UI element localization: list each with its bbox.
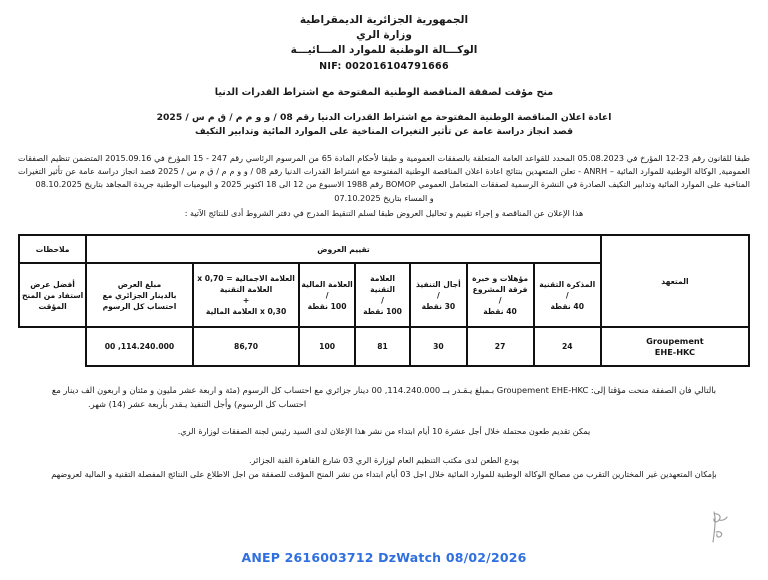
page-subtitle	[0, 111, 768, 140]
th-technical-memo-slash: /	[565, 290, 569, 300]
deposit-paragraph	[18, 453, 750, 481]
formula-line-1: العلامة الاجمالية = 0,70 x العلامة التقنية	[197, 274, 295, 295]
th-technical-memo-points: 40 نقطة	[550, 301, 584, 311]
th-notes: ملاحظات	[19, 235, 86, 263]
th-deadlines	[410, 263, 466, 327]
header-nif: NIF: 002016104791666	[319, 60, 449, 72]
award-line-2: احتساب كل الرسوم) وأجل التنفيذ يـقدر بأربعة عشر (14) شهر.	[88, 399, 307, 410]
signature-mark	[700, 508, 740, 548]
evaluation-table	[18, 234, 750, 367]
legal-line-3: المناخية على الموارد المائية وتدابير التكيف الصادرة في النشرة الرسمية لصفقات المتعامل العمومي BOMOP رقم 1988 الاسبوع من 12 الى 18 اكتوبر 2025 و اليوميات الوطنية جريدة المجاهد بتاريخ 08.10.2025	[35, 178, 750, 189]
th-technical-memo-title: المذكرة التقنية	[539, 279, 596, 289]
th-financial-score	[299, 263, 354, 327]
evaluation-table-wrapper	[18, 234, 750, 367]
formula-line-2: +	[242, 296, 250, 306]
page-title: منح مؤقت لصفقة المناقصة الوطنية المفتوحة مع اشتراط القدرات الدنيا	[214, 87, 554, 99]
td-offer-amount: 114.240.000, 00	[86, 327, 193, 366]
table-row	[19, 327, 749, 366]
td-qualifications: 27	[467, 327, 534, 366]
th-deadlines-slash: /	[437, 290, 440, 300]
document-header	[0, 0, 768, 73]
td-technical-score: 81	[355, 327, 410, 366]
formula-line-3: 0,30 x العلامة المالية	[205, 307, 287, 317]
legal-basis-paragraph	[18, 152, 750, 221]
td-total-score: 86,70	[193, 327, 300, 366]
th-financial-score-slash: /	[325, 290, 329, 300]
amount-line-1: مبلغ العرض	[117, 279, 162, 289]
legal-line-4: و المساء بتاريخ 07.10.2025	[334, 193, 434, 204]
th-qualifications-slash: /	[498, 296, 502, 306]
subtitle-line-2: قصد انجاز دراسة عامة عن تأثير التغيرات المناخية على الموارد المائية وتدابير التكيف	[195, 126, 573, 138]
header-line-agency: الوكـــالة الوطنية للموارد المـــائيـــة	[290, 43, 478, 56]
anep-reference: ANEP 2616003712 DzWatch 08/02/2026	[241, 550, 527, 565]
td-bidder-name	[601, 327, 749, 366]
amount-line-2: بالدينار الجزائري مع	[102, 290, 177, 300]
th-qualifications-title: مؤهلات و خبرة فرقة المشروع	[472, 274, 529, 295]
td-notes-value: أفضل عرض استفاد من المنح المؤقت	[19, 263, 86, 327]
legal-line-5: هذا الإعلان عن المناقصة و إجراء تقييم و تحاليل العروض طبقا لسلم التنقيط المدرج في دفتر الشروط أدى للنتائج الآتية :	[184, 208, 584, 219]
header-line-ministry: وزارة الري	[356, 28, 412, 41]
legal-line-1: طبقا للقانون رقم 23-12 المؤرخ في 05.08.2023 المحدد للقواعد العامة المتعلقة بالصفقات العمومية و طبقا لأحكام المادة 65 من المرسوم الرئاسي رقم 247 - 15 المؤرخ في 2015.09.16 المتضمن تنظيم الصفقات	[18, 152, 750, 163]
amount-line-3: احتساب كل الرسوم	[102, 301, 177, 311]
th-offer-amount	[86, 263, 193, 327]
th-technical-score-title: العلامة التقنية	[370, 274, 395, 295]
th-technical-score-slash: /	[381, 296, 384, 306]
th-technical-score	[355, 263, 410, 327]
bidder-name-line-2: EHE-HKC	[654, 346, 696, 357]
table-body	[19, 327, 749, 366]
th-qualifications	[467, 263, 534, 327]
appeal-paragraph: يمكن تقديم طعون محتملة خلال أجل عشرة 10 أيام ابتداء من نشر هذا الإعلان لدى السيد رئيس لجنة الصفقات لوزارة الري.	[177, 426, 591, 437]
bidder-name-line-1: Groupement	[646, 335, 704, 346]
th-deadlines-points: 30 نقطة	[421, 301, 456, 311]
th-deadlines-title: أجال التنفيذ	[416, 279, 461, 289]
table-head-row-1	[19, 235, 749, 263]
th-qualifications-points: 40 نقطة	[483, 307, 517, 317]
td-financial-score: 100	[299, 327, 354, 366]
th-bidder: المتعهد	[601, 235, 749, 327]
consult-line: بإمكان المتعهدين غير المختارين التقرب من مصالح الوكالة الوطنية للموارد المائية خلال اجل 03 أيام ابتداء من نشر المنح المؤقت للصفقة من اجل الاطلاع على النتائج المفصلة التقنية و المالية لعروضهم	[51, 469, 717, 480]
header-line-republic: الجمهورية الجزائرية الديمقراطية	[299, 14, 469, 26]
legal-line-2: العمومية, الوكالة الوطنية للموارد المائية – ANRH - تعلن المتعهدين بنتائج اعادة اعلان المناقصة الوطنية المفتوحة مع اشتراط القدرات الدنيا رقم 08 / و و م م / ق م س / 2025 قصد انجاز دراسة عامة عن تأثير التغيرات	[18, 165, 751, 176]
td-technical-memo: 24	[534, 327, 601, 366]
th-technical-score-points: 100 نقطة	[363, 307, 402, 317]
table-head	[19, 235, 749, 327]
td-deadlines: 30	[410, 327, 466, 366]
th-financial-score-points: 100 نقطة	[307, 301, 347, 311]
th-total-score-formula	[193, 263, 300, 327]
deposit-line: يودع الطعن لدى مكتب التنظيم العام لوزارة الري 03 شارع القاهرة القبة الجزائر.	[248, 455, 520, 466]
subtitle-line-1: اعادة اعلان المناقصة الوطنية المفتوحة مع اشتراط القدرات الدنيا رقم 08 / و و م م / ق م س / 2025	[156, 112, 612, 124]
award-paragraph	[18, 383, 750, 411]
award-line-1: بالتالي فان الصفقة منحت مؤقتا إلى: Groupement EHE-HKC بـمبلغ يـقـدر بــ 114.240.000, 00 دينار جزائري مع احتساب كل الرسوم (مئة و اربعة عشر مليون و مئتان و اربعون الف دينار مع	[51, 385, 717, 396]
th-evaluation-group: تقييم العروض	[86, 235, 601, 263]
th-technical-memo	[534, 263, 601, 327]
th-financial-score-title: العلامة المالية	[301, 279, 353, 289]
